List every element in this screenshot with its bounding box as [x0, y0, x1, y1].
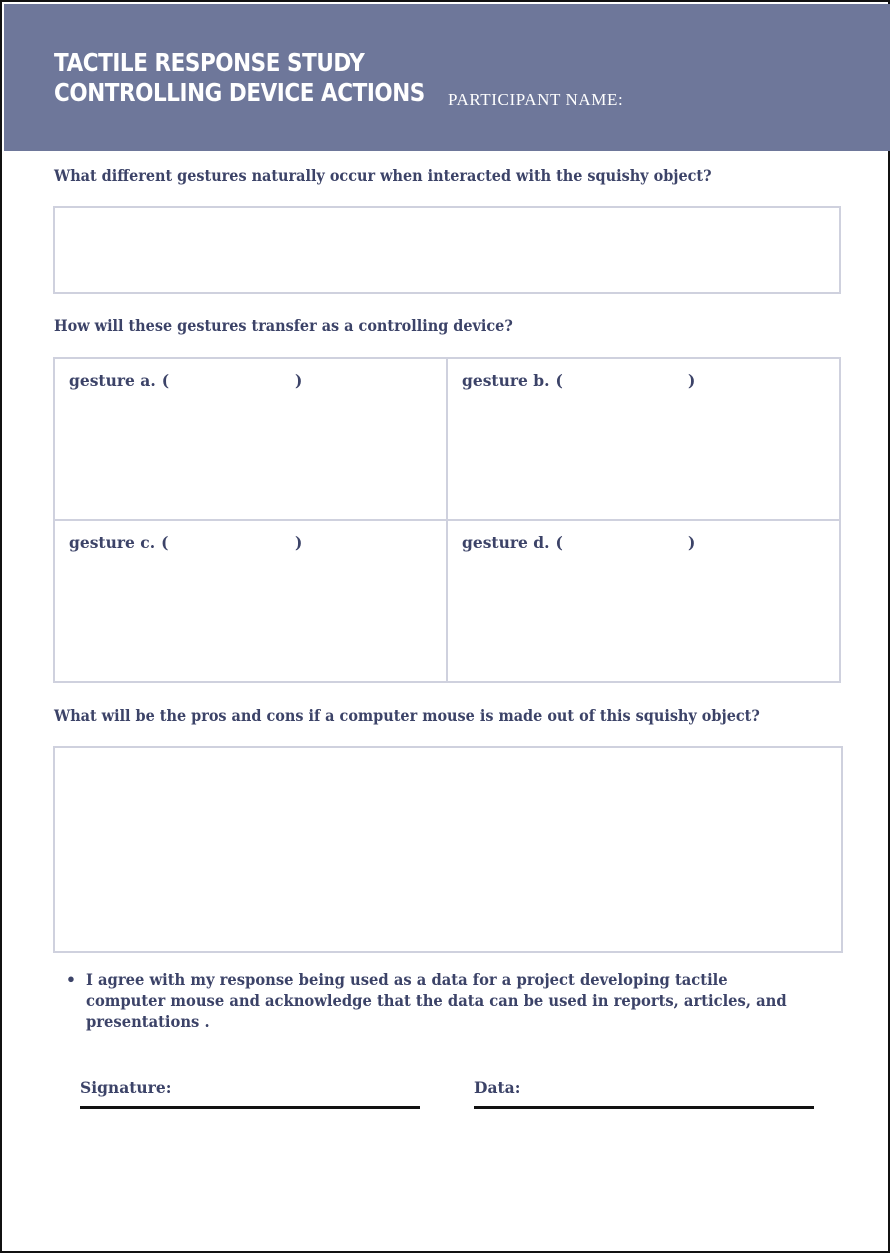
answer-box-1[interactable]: [53, 206, 841, 294]
gesture-label-c: [69, 533, 303, 552]
signature-line[interactable]: [80, 1106, 420, 1109]
gesture-a-close-paren: ): [295, 371, 303, 390]
consent-text: I agree with my response being used as a data for a project developing tactile computer mouse and acknowledge that the data can be used in reports, articles, and presentations .: [86, 970, 787, 1031]
gesture-cell-a[interactable]: [53, 357, 448, 521]
gesture-label-b: [462, 371, 696, 390]
gesture-b-close-paren: ): [688, 371, 696, 390]
gesture-cell-d[interactable]: [446, 519, 841, 683]
date-line[interactable]: [474, 1106, 814, 1109]
gesture-a-open-paren: (: [161, 371, 170, 390]
title-line-2: CONTROLLING DEVICE ACTIONS: [54, 78, 425, 107]
bullet-icon: •: [66, 970, 76, 989]
page-title: [54, 48, 425, 108]
gesture-cell-c[interactable]: [53, 519, 448, 683]
gesture-b-text: gesture b.: [462, 371, 550, 390]
gesture-c-open-paren: (: [161, 533, 169, 552]
question-1: What different gestures naturally occur when interacted with the squishy object?: [54, 166, 712, 185]
gesture-label-a: [69, 371, 303, 390]
signature-label: Signature:: [80, 1078, 172, 1097]
gesture-c-text: gesture c.: [69, 533, 156, 552]
gesture-c-close-paren: ): [295, 533, 303, 552]
question-2: How will these gestures transfer as a controlling device?: [54, 316, 513, 335]
gesture-d-text: gesture d.: [462, 533, 550, 552]
gesture-label-d: [462, 533, 696, 552]
participant-name-label: PARTICIPANT NAME:: [448, 90, 624, 109]
date-label: Data:: [474, 1078, 521, 1097]
header-banner: [4, 4, 890, 151]
question-3: What will be the pros and cons if a computer mouse is made out of this squishy object?: [54, 706, 760, 725]
answer-box-3[interactable]: [53, 746, 843, 953]
gesture-a-text: gesture a.: [69, 371, 156, 390]
gesture-d-open-paren: (: [555, 533, 563, 552]
gesture-d-close-paren: ): [688, 533, 696, 552]
title-line-1: TACTILE RESPONSE STUDY: [54, 48, 365, 77]
gesture-cell-b[interactable]: [446, 357, 841, 521]
gesture-b-open-paren: (: [555, 371, 563, 390]
